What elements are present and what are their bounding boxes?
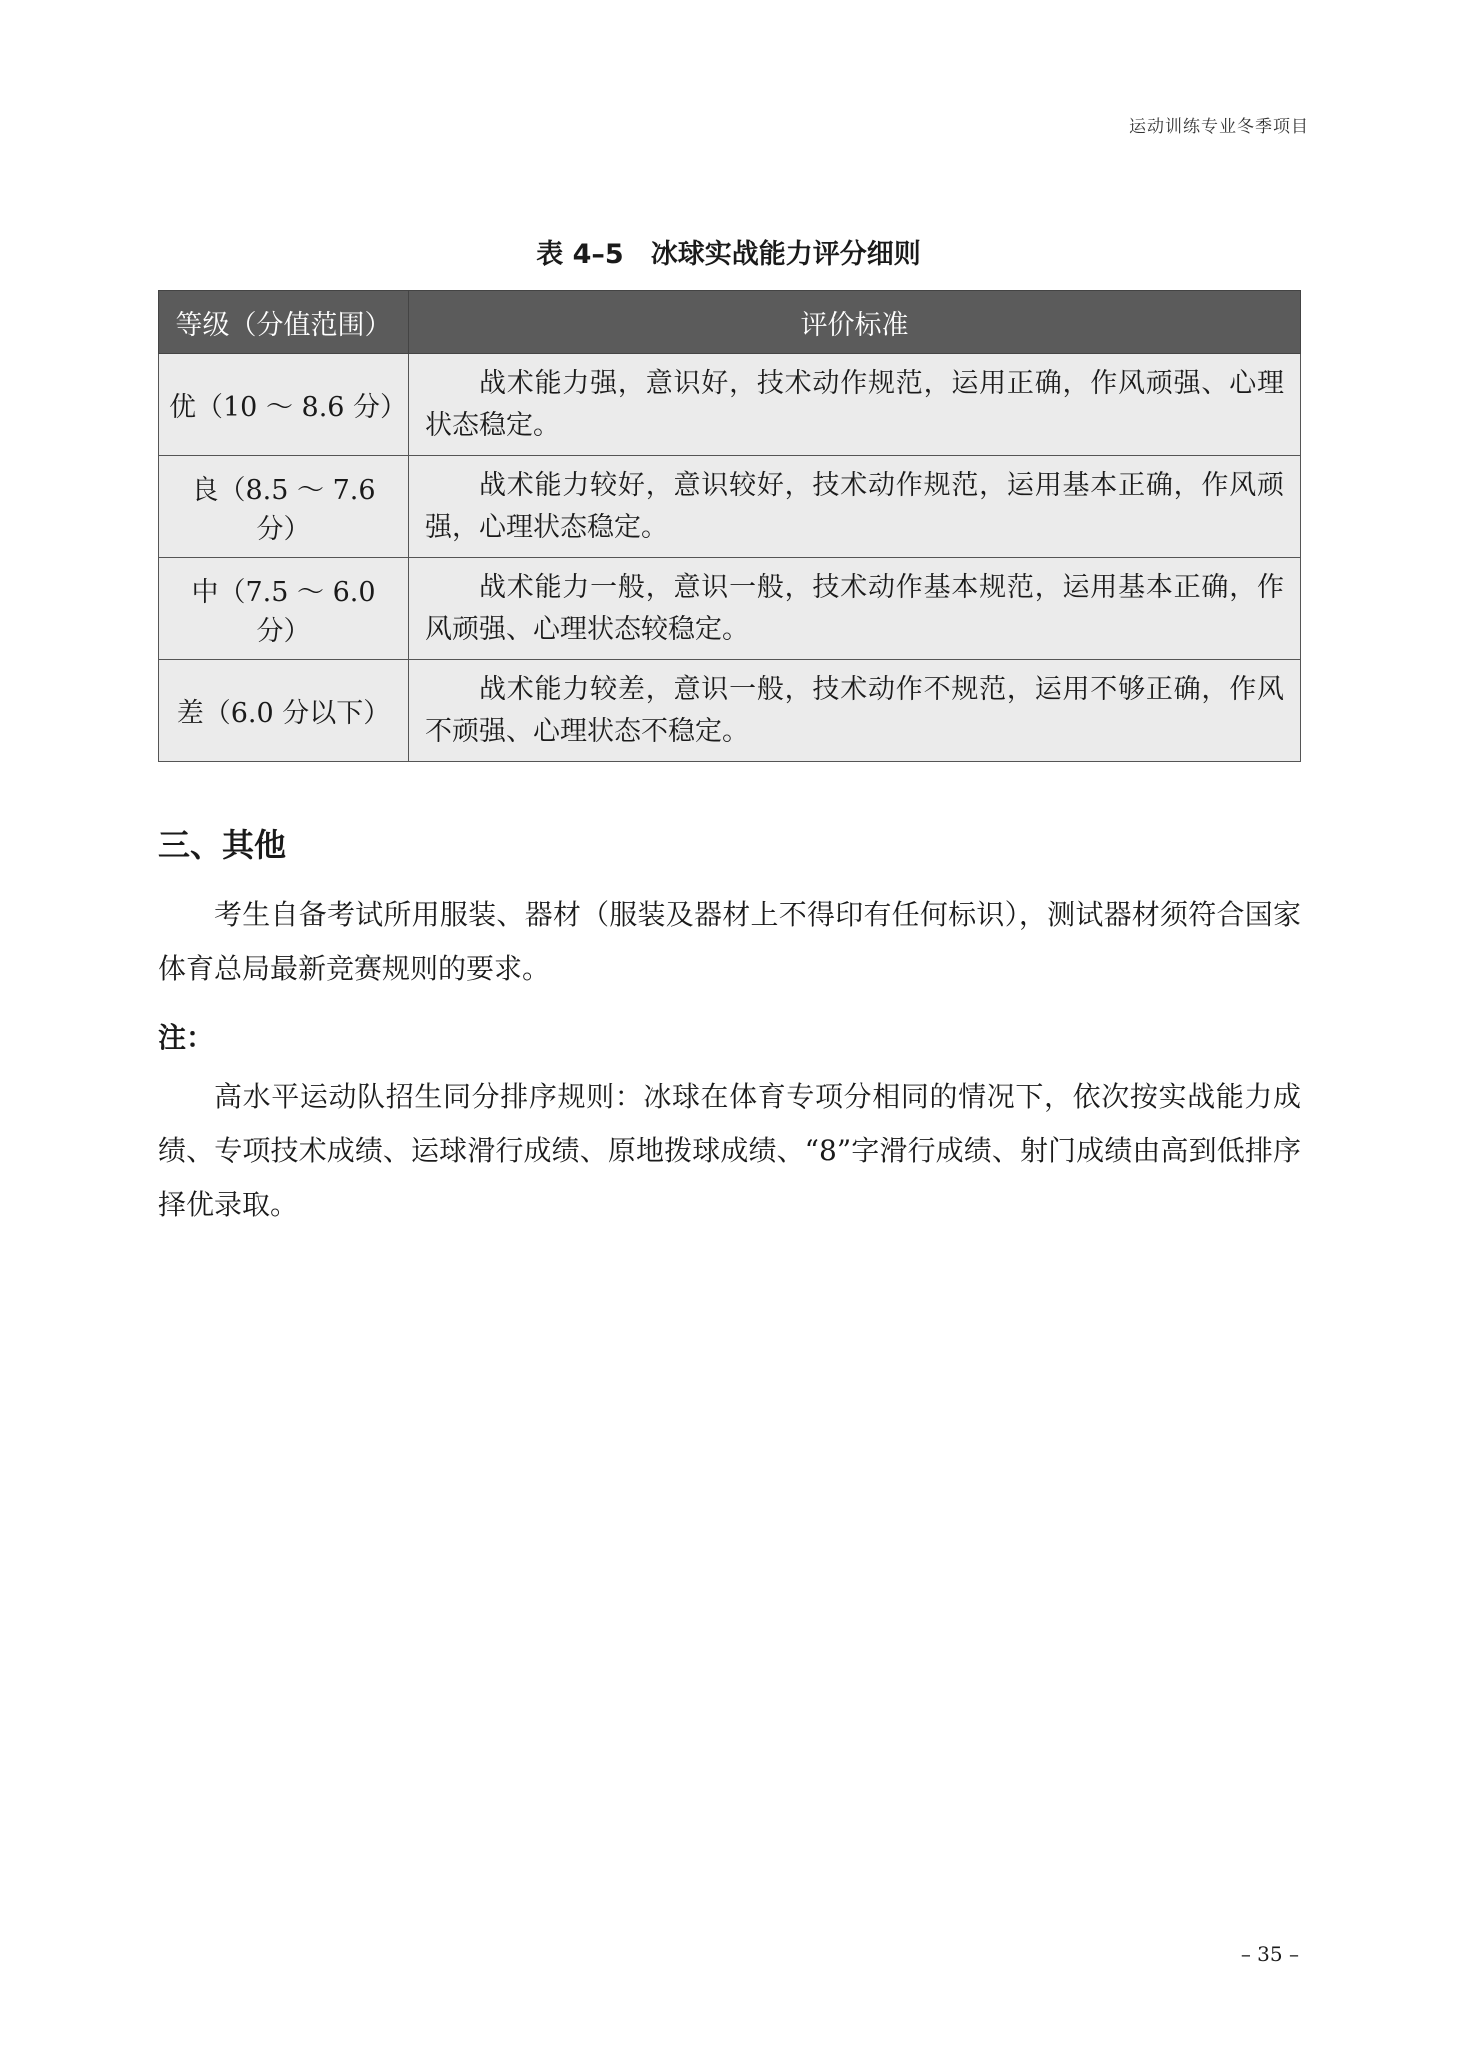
criteria-cell: 战术能力强，意识好，技术动作规范，运用正确，作风顽强、心理状态稳定。 [409, 354, 1301, 456]
grade-cell: 差（6.0 分以下） [159, 660, 409, 762]
table-title: 表 4–5 冰球实战能力评分细则 [536, 239, 921, 270]
grade-cell: 优（10 ～ 8.6 分） [159, 354, 409, 456]
running-header: 运动训练专业冬季项目 [1129, 117, 1309, 137]
note-label: 注： [158, 1021, 215, 1054]
column-header-grade: 等级（分值范围） [159, 291, 409, 354]
table-row [159, 456, 1301, 558]
scoring-table [158, 290, 1301, 762]
table-row [159, 558, 1301, 660]
section-paragraph: 考生自备考试所用服装、器材（服装及器材上不得印有任何标识），测试器材须符合国家体育总局最新竞赛规则的要求。 [158, 898, 1301, 985]
grade-cell: 良（8.5 ～ 7.6 分） [159, 456, 409, 558]
criteria-cell: 战术能力较差，意识一般，技术动作不规范，运用不够正确，作风不顽强、心理状态不稳定。 [409, 660, 1301, 762]
grade-cell: 中（7.5 ～ 6.0 分） [159, 558, 409, 660]
table-row [159, 660, 1301, 762]
page-number: – 35 – [1240, 1942, 1299, 1966]
note-paragraph: 高水平运动队招生同分排序规则：冰球在体育专项分相同的情况下，依次按实战能力成绩、专项技术成绩、运球滑行成绩、原地拨球成绩、“8”字滑行成绩、射门成绩由高到低排序择优录取。 [158, 1080, 1301, 1221]
section-heading: 三、其他 [158, 826, 287, 864]
table-header-row [159, 291, 1301, 354]
criteria-cell: 战术能力一般，意识一般，技术动作基本规范，运用基本正确，作风顽强、心理状态较稳定。 [409, 558, 1301, 660]
criteria-cell: 战术能力较好，意识较好，技术动作规范，运用基本正确，作风顽强，心理状态稳定。 [409, 456, 1301, 558]
column-header-criteria: 评价标准 [409, 291, 1301, 354]
table-row [159, 354, 1301, 456]
